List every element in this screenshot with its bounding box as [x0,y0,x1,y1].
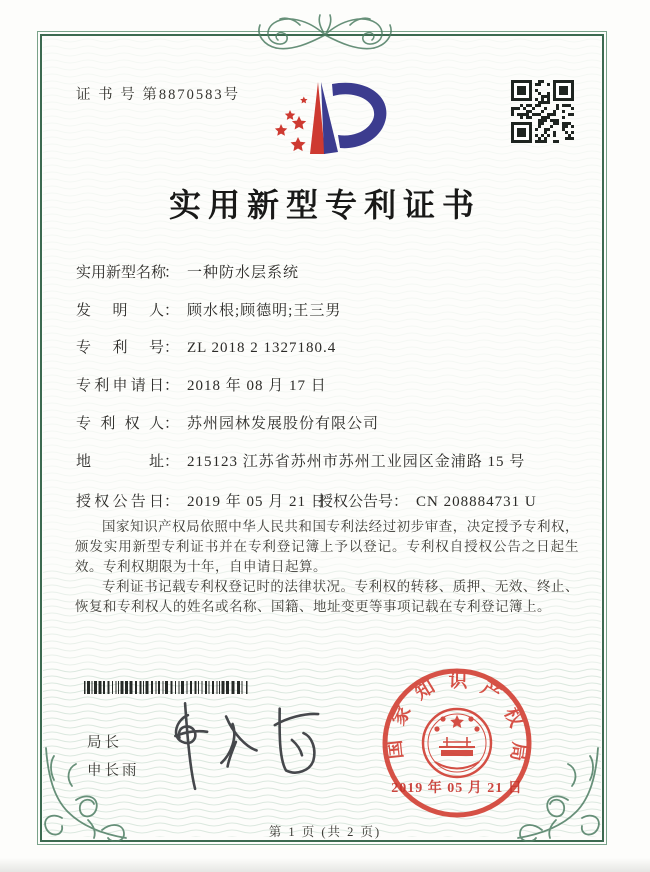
certificate-title: 实用新型专利证书 [168,187,481,223]
field-row-inventors [76,299,602,321]
page-number: 第 1 页 (共 2 页) [268,825,382,839]
grant-date-value: 2019 年 05 月 21 日 [187,494,327,510]
certificate-number: 证 书 号 第8870583号 [76,87,241,103]
field-label: 发明人： [76,303,180,319]
grant-number-value: CN 208884731 U [416,494,537,510]
page-edge-shadow [0,858,650,872]
field-value: 顾水根;顾德明;王三男 [187,303,342,319]
field-value: ZL 2018 2 1327180.4 [187,340,337,356]
cnipa-red-seal-icon [377,663,537,823]
field-label: 地址： [76,454,180,470]
field-value: 一种防水层系统 [187,265,300,281]
field-row-invention-name [76,261,602,283]
field-value: 2018 年 08 月 17 日 [187,378,327,394]
field-row-patentee [76,412,602,434]
grant-number-pair: 授权公告号： CN 208884731 U [318,494,537,510]
field-row-filing-date [76,374,602,396]
signer-title: 局长 [87,735,122,751]
seal-text: 国家知识产权局 [384,670,530,763]
field-row-patent-number [76,336,602,358]
field-label: 实用新型名称： [76,265,180,281]
top-scrollwork-ornament-icon [230,11,420,57]
signer-name: 申长雨 [87,763,140,779]
legal-paragraph-1: 国家知识产权局依照中华人民共和国专利法经过初步审查，决定授予专利权，颁发实用新型专利证书并在专利登记簿上予以登记。专利权自授权公告之日起生效。专利权期限为十年，自申请日起算。 [75,519,579,574]
legal-paragraph-2: 专利证书记载专利权登记时的法律状况。专利权的转移、质押、无效、终止、恢复和专利权人的姓名或名称、国籍、地址变更等事项记载在专利登记簿上。 [75,579,579,614]
field-value: 215123 江苏省苏州市苏州工业园区金浦路 15 号 [187,454,526,470]
seal-date: 2019 年 05 月 21 日 [391,781,523,796]
field-label: 专利号： [76,340,180,356]
legal-text-block [75,517,579,617]
cnipa-logo-icon [252,72,397,180]
field-value: 苏州园林发展股份有限公司 [187,416,380,432]
director-signature-icon [148,693,348,793]
field-label: 专利权人： [76,416,180,432]
grant-date-label: 授权公告日： [76,494,180,510]
qr-code-icon [511,80,575,144]
field-label: 专利申请日： [76,378,180,394]
field-row-address [76,450,602,472]
field-row-grant [76,490,602,512]
